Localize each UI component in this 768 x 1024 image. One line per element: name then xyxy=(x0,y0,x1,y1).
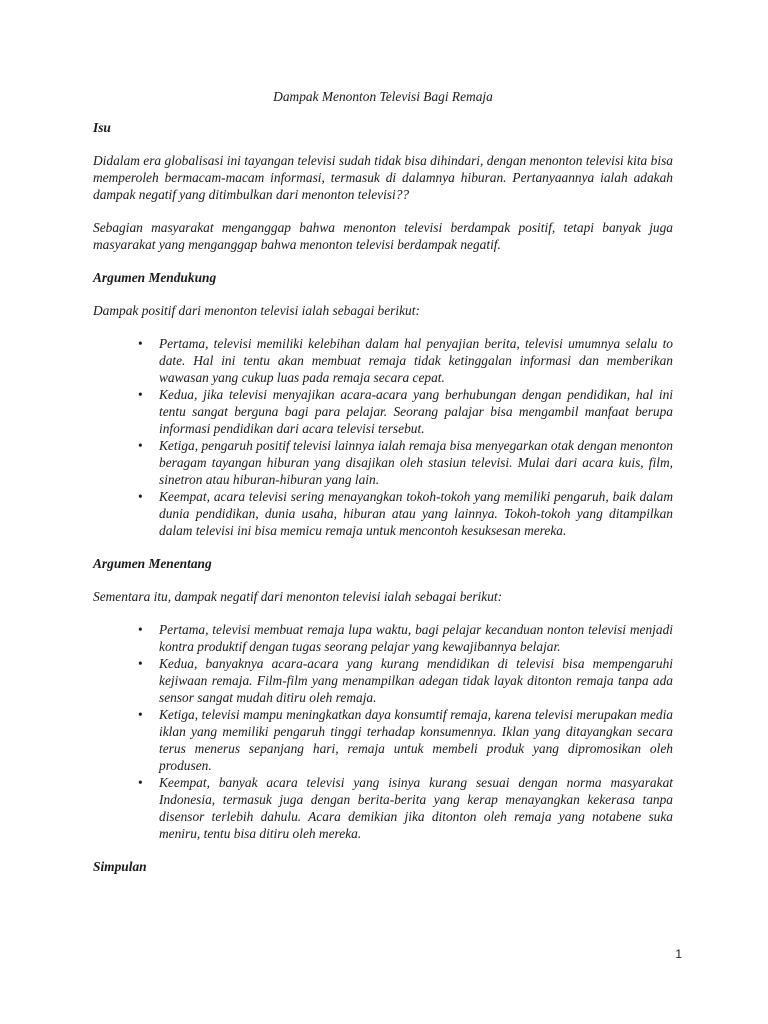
list-item xyxy=(138,335,673,386)
isu-paragraph-1: Didalam era globalisasi ini tayangan televisi sudah tidak bisa dihindari, dengan menonton televisi kita bisa memperoleh bermacam-macam informasi, termasuk di dalamnya hiburan. Pertanyaannya ialah adakah dampak negatif yang ditimbulkan dari menonton televisi?? xyxy=(93,153,673,202)
section-heading-menentang: Argumen Menentang xyxy=(93,556,212,571)
menentang-list xyxy=(93,621,673,842)
bullet-icon: • xyxy=(138,775,143,790)
list-item-text: Kedua, banyaknya acara-acara yang kurang mendidikan di televisi bisa mempengaruhi kejiwaan remaja. Film-film yang menampilkan adegan tidak layak ditonton remaja tanpa ada sensor sangat mudah ditiru oleh remaja. xyxy=(159,656,673,705)
list-item xyxy=(138,774,673,842)
list-item-text: Kedua, jika televisi menyajikan acara-acara yang berhubungan dengan pendidikan, hal ini tentu sangat berguna bagi para pelajar. Seorang palajar bisa mengambil manfaat berupa informasi pendidikan dari acara televisi tersebut. xyxy=(159,387,673,436)
list-item xyxy=(138,437,673,488)
page-number: 1 xyxy=(675,947,682,961)
list-item xyxy=(138,488,673,539)
list-item-text: Keempat, acara televisi sering menayangkan tokoh-tokoh yang memiliki pengaruh, baik dalam dunia pendidikan, dunia usaha, hiburan atau yang lainnya. Tokoh-tokoh yang ditampilkan dalam televisi ini bisa memicu remaja untuk mencontoh kesuksesan mereka. xyxy=(159,489,673,538)
bullet-icon: • xyxy=(138,438,143,453)
bullet-icon: • xyxy=(138,489,143,504)
document-title: Dampak Menonton Televisi Bagi Remaja xyxy=(273,89,493,104)
section-heading-mendukung: Argumen Mendukung xyxy=(93,270,217,285)
list-item-text: Ketiga, televisi mampu meningkatkan daya konsumtif remaja, karena televisi merupakan media iklan yang memiliki pengaruh tinggi terhadap konsumennya. Iklan yang ditayangkan secara terus menerus sepanjang hari, remaja untuk membeli produk yang dipromosikan oleh produsen. xyxy=(159,707,673,773)
menentang-intro: Sementara itu, dampak negatif dari menonton televisi ialah sebagai berikut: xyxy=(93,589,503,604)
document-body xyxy=(93,88,673,891)
list-item xyxy=(138,706,673,774)
list-item xyxy=(138,621,673,655)
bullet-icon: • xyxy=(138,336,143,351)
section-heading-simpulan: Simpulan xyxy=(93,859,147,874)
mendukung-list xyxy=(93,335,673,539)
bullet-icon: • xyxy=(138,622,143,637)
list-item xyxy=(138,386,673,437)
bullet-icon: • xyxy=(138,707,143,722)
bullet-icon: • xyxy=(138,387,143,402)
bullet-icon: • xyxy=(138,656,143,671)
list-item-text: Pertama, televisi membuat remaja lupa waktu, bagi pelajar kecanduan nonton televisi menjadi kontra produktif dengan tugas seorang pelajar yang kewajibannya belajar. xyxy=(159,622,673,654)
list-item-text: Ketiga, pengaruh positif televisi lainnya ialah remaja bisa menyegarkan otak dengan menonton beragam tayangan hiburan yang disajikan oleh stasiun televisi. Mulai dari acara kuis, film, sinetron atau hiburan-hiburan yang lain. xyxy=(159,438,673,487)
section-heading-isu: Isu xyxy=(93,120,111,135)
isu-paragraph-2: Sebagian masyarakat menganggap bahwa menonton televisi berdampak positif, tetapi banyak juga masyarakat yang menganggap bahwa menonton televisi berdampak negatif. xyxy=(93,220,673,252)
list-item-text: Pertama, televisi memiliki kelebihan dalam hal penyajian berita, televisi umumnya selalu to date. Hal ini tentu akan membuat remaja tidak ketinggalan informasi dan memberikan wawasan yang cukup luas pada remaja secara cepat. xyxy=(159,336,673,385)
list-item xyxy=(138,655,673,706)
list-item-text: Keempat, banyak acara televisi yang isinya kurang sesuai dengan norma masyarakat Indonesia, termasuk juga dengan berita-berita yang kerap menayangkan kekerasa tanpa disensor terlebih dahulu. Acara demikian jika ditonton oleh remaja yang notabene suka meniru, tentu bisa ditiru oleh mereka. xyxy=(159,775,673,841)
mendukung-intro: Dampak positif dari menonton televisi ialah sebagai berikut: xyxy=(93,303,420,318)
